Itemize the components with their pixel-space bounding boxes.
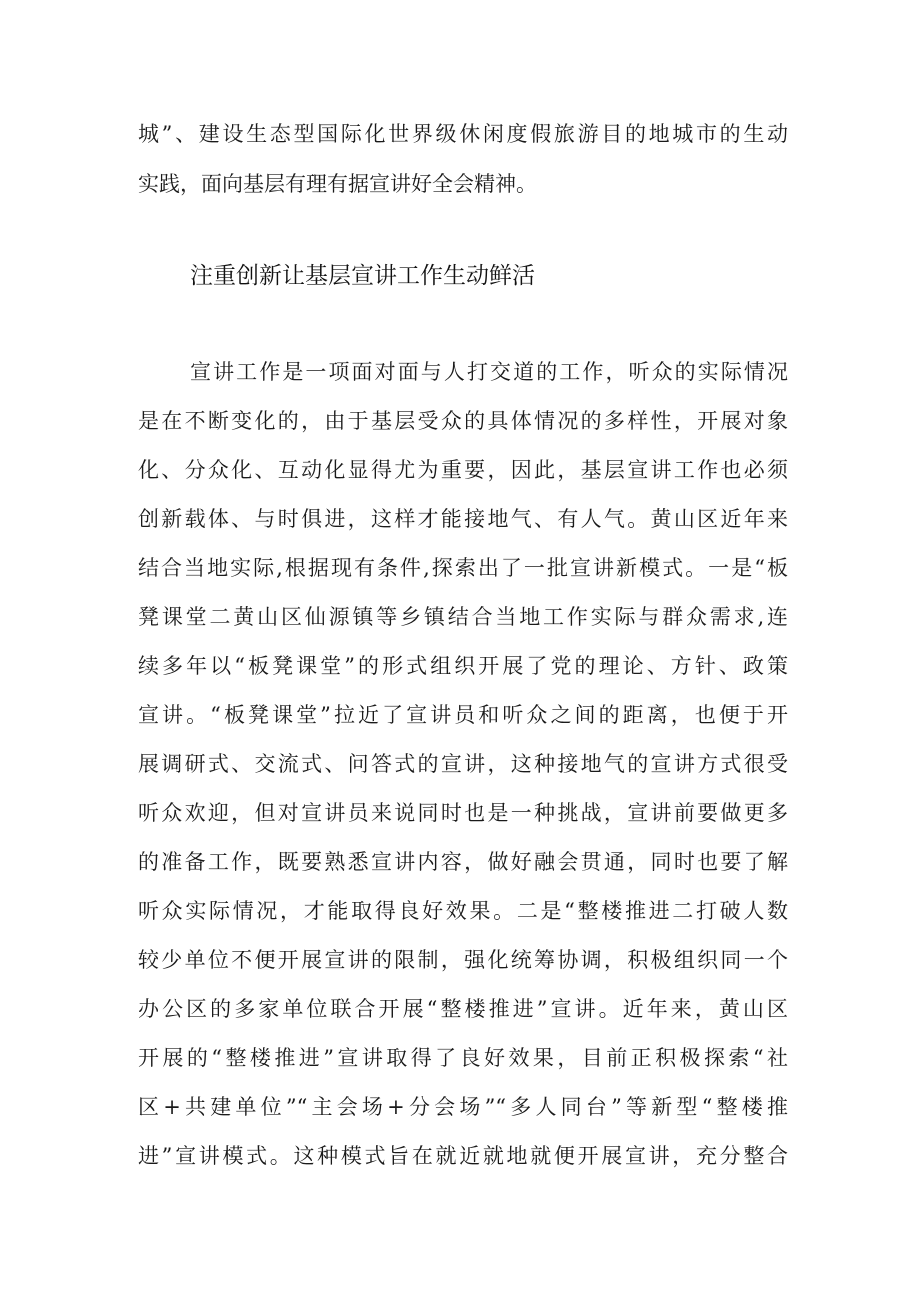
body-line-2: 是在不断变化的，由于基层受众的具体情况的多样性，开展对象 bbox=[138, 409, 788, 433]
body-line-10: 听众欢迎，但对宣讲员来说同时也是一种挑战，宣讲前要做更多 bbox=[138, 801, 788, 825]
body-line-12: 听众实际情况，才能取得良好效果。二是“整楼推进二打破人数 bbox=[138, 899, 788, 923]
body-line-8: 宣讲。“板凳课堂”拉近了宣讲员和听众之间的距离，也便于开 bbox=[138, 703, 788, 727]
body-line-15: 开展的“整楼推进”宣讲取得了良好效果，目前正积极探索“社 bbox=[138, 1046, 788, 1070]
body-line-9: 展调研式、交流式、问答式的宣讲，这种接地气的宣讲方式很受 bbox=[138, 752, 788, 776]
body-line-7: 续多年以“板凳课堂”的形式组织开展了党的理论、方针、政策 bbox=[138, 654, 788, 678]
body-line-1: 宣讲工作是一项面对面与人打交道的工作，听众的实际情况 bbox=[190, 360, 788, 384]
body-line-11: 的准备工作，既要熟悉宣讲内容，做好融会贯通，同时也要了解 bbox=[138, 850, 788, 874]
section-heading: 注重创新让基层宣讲工作生动鲜活 bbox=[190, 263, 535, 289]
body-line-14: 办公区的多家单位联合开展“整楼推进”宣讲。近年来，黄山区 bbox=[138, 997, 788, 1021]
body-line-4: 创新载体、与时俱进，这样才能接地气、有人气。黄山区近年来 bbox=[138, 507, 788, 531]
body-line-16: 区+共建单位”“主会场+分会场”“多人同台”等新型“整楼推 bbox=[138, 1095, 788, 1119]
body-line-6: 凳课堂二黄山区仙源镇等乡镇结合当地工作实际与群众需求,连 bbox=[138, 605, 788, 629]
body-line-5: 结合当地实际,根据现有条件,探索出了一批宣讲新模式。一是“板 bbox=[138, 556, 788, 580]
intro-line-1: 城”、建设生态型国际化世界级休闲度假旅游目的地城市的生动 bbox=[138, 122, 788, 146]
body-line-13: 较少单位不便开展宣讲的限制，强化统筹协调，积极组织同一个 bbox=[138, 948, 788, 972]
body-line-17: 进”宣讲模式。这种模式旨在就近就地就便开展宣讲，充分整合 bbox=[138, 1144, 788, 1168]
intro-line-2: 实践，面向基层有理有据宣讲好全会精神。 bbox=[138, 172, 537, 196]
body-line-3: 化、分众化、互动化显得尤为重要，因此，基层宣讲工作也必须 bbox=[138, 458, 788, 482]
